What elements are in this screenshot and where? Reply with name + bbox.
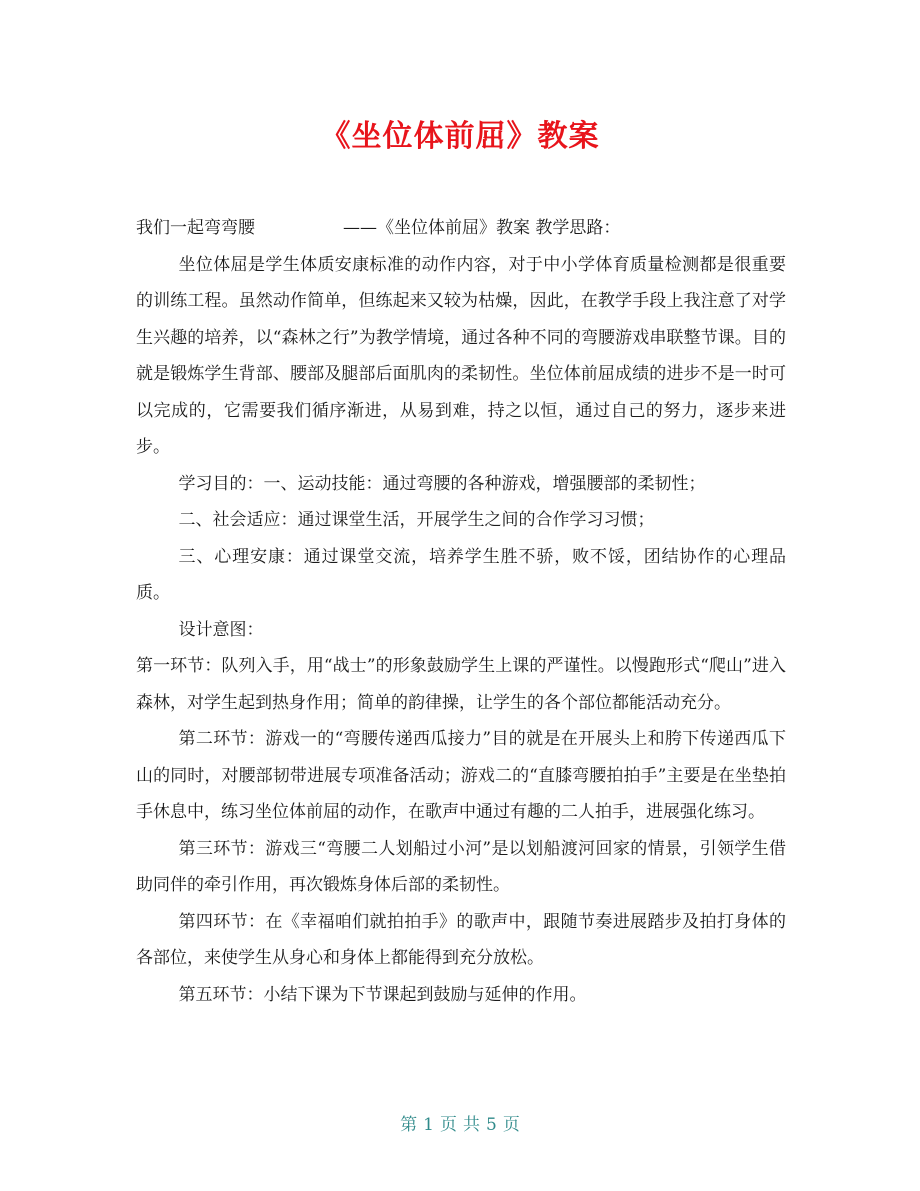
paragraph-objective-2: 二、社会适应：通过课堂生活，开展学生之间的合作学习习惯； (178, 510, 655, 530)
paragraph-objective-3: 三、心理安康：通过课堂交流，培养学生胜不骄，败不馁，团结协作的心理品质。 (136, 546, 786, 603)
footer-label-of-page: 页 (440, 1115, 457, 1135)
footer-total-pages: 5 (486, 1115, 497, 1135)
intro-right: ——《坐位体前屈》教案 教学思路： (343, 218, 621, 238)
paragraph-stage-2: 第二环节：游戏一的“弯腰传递西瓜接力”目的就是在开展头上和胯下传递西瓜下山的同时，对腰部韧带进展专项准备活动；游戏二的“直膝弯腰拍拍手”主要是在坐垫拍手休息中，练习坐位体前屈的动作，在歌声中通过有趣的二人拍手，进展强化练习。 (136, 729, 786, 822)
intro-line (136, 210, 786, 247)
intro-left: 我们一起弯弯腰 (136, 218, 255, 238)
footer-current-page: 1 (423, 1115, 434, 1135)
paragraph-stage-5: 第五环节：小结下课为下节课起到鼓励与延伸的作用。 (178, 984, 587, 1005)
document-title: 《坐位体前屈》教案 (320, 119, 600, 154)
paragraph-stage-3: 第三环节：游戏三“弯腰二人划船过小河”是以划船渡河回家的情景，引领学生借助同伴的牵引作用，再次锻炼身体后部的柔韧性。 (136, 838, 786, 895)
paragraph-teaching-idea: 坐位体屈是学生体质安康标准的动作内容，对于中小学体育质量检测都是很重要的训练工程。虽然动作简单，但练起来又较为枯燥，因此，在教学手段上我注意了对学生兴趣的培养，以“森林之行”为教学情境，通过各种不同的弯腰游戏串联整节课。目的就是锻炼学生背部、腰部及腿部后面肌肉的柔韧性。坐位体前屈成绩的进步不是一时可以完成的，它需要我们循序渐进，从易到难，持之以恒，通过自己的努力，逐步来进步。 (136, 254, 786, 457)
paragraph-stage-1: 第一环节：队列入手，用“战士”的形象鼓励学生上课的严谨性。以慢跑形式“爬山”进入森林，对学生起到热身作用；简单的韵律操，让学生的各个部位都能活动充分。 (136, 656, 786, 713)
paragraph-design-heading: 设计意图： (178, 619, 264, 640)
paragraph-stage-4: 第四环节：在《幸福咱们就拍拍手》的歌声中，跟随节奏进展踏步及拍打身体的各部位，来使学生从身心和身体上都能得到充分放松。 (136, 911, 786, 968)
footer-label-total-page: 页 (502, 1115, 520, 1135)
paragraph-objective-1: 学习目的：一、运动技能：通过弯腰的各种游戏，增强腰部的柔韧性； (178, 473, 706, 494)
document-body (136, 210, 786, 1013)
footer-label-page: 第 (400, 1115, 418, 1135)
footer-label-total: 共 (463, 1115, 480, 1135)
page-footer (0, 1110, 920, 1140)
